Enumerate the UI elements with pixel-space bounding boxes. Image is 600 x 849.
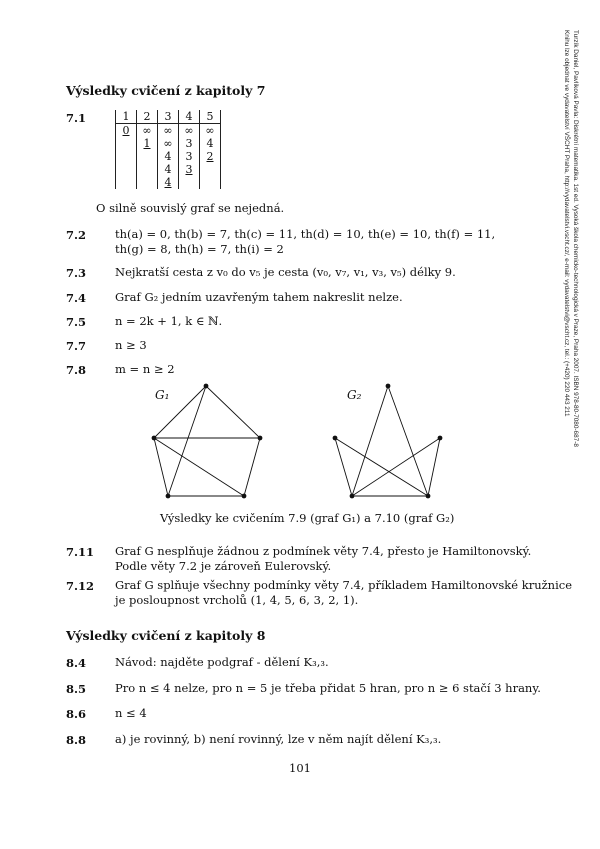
side-note-line-2: Knihu lze objednat ve vydavatelství VŠCHT Praha, http://vydavatelstvi.vscht.cz/, e-mail: vydavatelstvi@vscht.cz, tel.: (+420) 220 443 211 (563, 30, 570, 417)
graph-g1-vertex (152, 436, 157, 441)
graph-g1-vertex (204, 384, 209, 389)
item-7-4-number: 7.4 (66, 291, 87, 305)
table-cell: 1 (143, 137, 151, 150)
distance-table (115, 110, 221, 189)
graph-figure (140, 376, 460, 502)
section-7-title: Výsledky cvičení z kapitoly 7 (66, 83, 266, 98)
page-number: 101 (289, 761, 311, 775)
graph-g1-vertex (166, 494, 171, 499)
item-7-1-note: O silně souvislý graf se nejedná. (96, 201, 285, 215)
section-8-title: Výsledky cvičení z kapitoly 8 (66, 628, 266, 643)
table-cell: 4 (164, 176, 172, 189)
table-cell: ∞ (158, 137, 179, 150)
copyright-side-note (562, 30, 580, 447)
item-7-12-text-line-1: Graf G splňuje všechny podmínky věty 7.4, příkladem Hamiltonovské kružnice (115, 578, 572, 592)
table-cell: 3 (179, 137, 200, 150)
table-header-cell: 3 (158, 110, 179, 124)
item-7-3-number: 7.3 (66, 266, 87, 280)
item-7-2-number: 7.2 (66, 228, 87, 242)
graph-g2-vertex (386, 384, 391, 389)
item-8-5-text: Pro n ≤ 4 nelze, pro n = 5 je třeba přidat 5 hran, pro n ≥ 6 stačí 3 hrany. (115, 681, 541, 695)
table-cell: ∞ (158, 124, 179, 138)
graph-g1-vertex (242, 494, 247, 499)
item-8-8-number: 8.8 (66, 733, 87, 747)
table-header-cell: 4 (179, 110, 200, 124)
table-row (116, 176, 221, 189)
graph-g1-vertex (258, 436, 263, 441)
item-7-8-text: m = n ≥ 2 (115, 362, 175, 376)
table-cell: 4 (158, 163, 179, 176)
item-7-11-number: 7.11 (66, 545, 95, 559)
graph-g2-vertex (438, 436, 443, 441)
item-7-4-text: Graf G₂ jedním uzavřeným tahem nakreslit nelze. (115, 290, 403, 304)
graph-g1-label: G₁ (155, 388, 170, 402)
table-cell: ∞ (179, 124, 200, 138)
graph-g2-edges (335, 386, 440, 496)
item-7-11-text-line-1: Graf G nesplňuje žádnou z podmínek věty 7.4, přesto je Hamiltonovský. (115, 544, 532, 558)
item-7-2-text-line-1: th(a) = 0, th(b) = 7, th(c) = 11, th(d) = 10, th(e) = 10, th(f) = 11, (115, 227, 496, 241)
item-8-5-number: 8.5 (66, 682, 87, 696)
table-cell: 4 (200, 137, 221, 150)
item-7-12-number: 7.12 (66, 579, 95, 593)
table-header-cell: 1 (116, 110, 137, 124)
item-8-6-number: 8.6 (66, 707, 87, 721)
item-7-7-number: 7.7 (66, 339, 87, 353)
graph-g2-vertex (426, 494, 431, 499)
item-7-1-number: 7.1 (66, 111, 87, 125)
item-8-4-number: 8.4 (66, 656, 87, 670)
graph-g2-label: G₂ (347, 388, 362, 402)
side-note-line-1: Turzík Daniel, Pavlíková Pavla: Diskrétní matematika. 1st ed. Vysoká škola chemicko-technologická v Praze, Praha 2007. ISBN 978-80-7080-687-8 (572, 30, 579, 447)
graph-g2-vertex (350, 494, 355, 499)
table-cell: ∞ (137, 124, 158, 138)
item-7-2-text-line-2: th(g) = 8, th(h) = 7, th(i) = 2 (115, 242, 284, 256)
table-row (116, 150, 221, 163)
item-8-4-text: Návod: najděte podgraf - dělení K₃,₃. (115, 655, 329, 669)
item-8-8-text: a) je rovinný, b) není rovinný, lze v něm najít dělení K₃,₃. (115, 732, 442, 746)
table-row (116, 137, 221, 150)
table-cell: 3 (179, 150, 200, 163)
figure-caption: Výsledky ke cvičením 7.9 (graf G₁) a 7.10 (graf G₂) (160, 511, 455, 525)
table-cell: 0 (122, 124, 130, 137)
graph-g2-vertex (333, 436, 338, 441)
table-cell: 3 (185, 163, 193, 176)
item-7-12-text-line-2: je posloupnost vrcholů (1, 4, 5, 6, 3, 2, 1). (115, 593, 359, 607)
item-7-5-number: 7.5 (66, 315, 87, 329)
table-row (116, 124, 221, 138)
table-row (116, 163, 221, 176)
item-8-6-text: n ≤ 4 (115, 706, 147, 720)
item-7-7-text: n ≥ 3 (115, 338, 147, 352)
item-7-3-text: Nejkratší cesta z v₀ do v₅ je cesta (v₀, v₇, v₁, v₃, v₅) délky 9. (115, 265, 456, 279)
item-7-11-text-line-2: Podle věty 7.2 je zároveň Eulerovský. (115, 559, 332, 573)
table-cell: 2 (206, 150, 214, 163)
graph-g1-edges (154, 386, 260, 496)
table-header-cell: 5 (200, 110, 221, 124)
table-header-cell: 2 (137, 110, 158, 124)
table-cell: ∞ (200, 124, 221, 138)
item-7-8-number: 7.8 (66, 363, 87, 377)
table-cell: 4 (158, 150, 179, 163)
item-7-5-text: n = 2k + 1, k ∈ ℕ. (115, 314, 223, 328)
